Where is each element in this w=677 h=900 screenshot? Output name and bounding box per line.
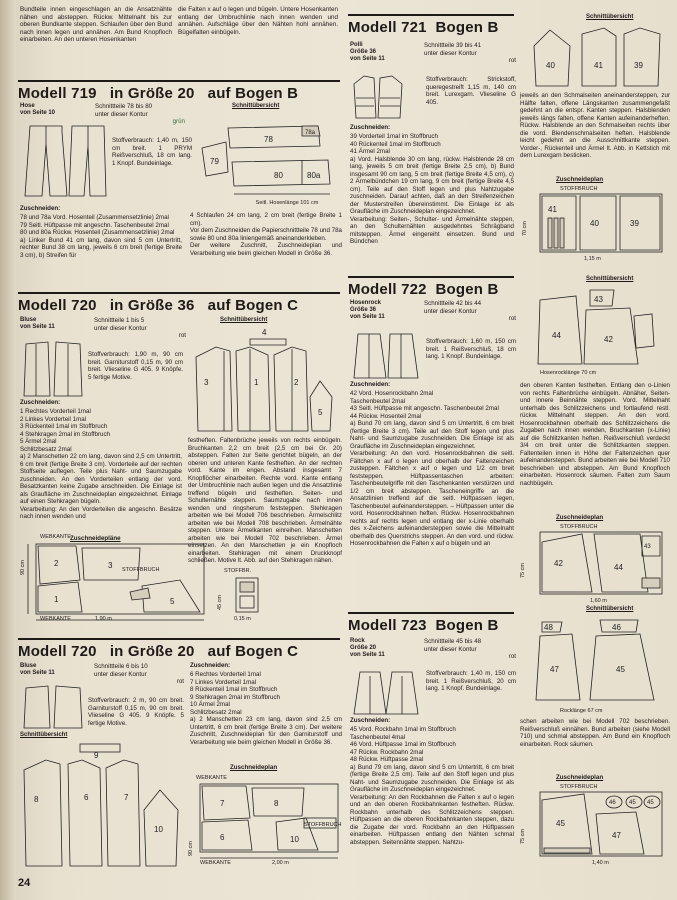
modell-722-plan-title: Zuschneideplan [556, 514, 604, 521]
svg-text:6: 6 [220, 833, 225, 842]
modell-723-dim-w: 1,40 m [592, 860, 609, 866]
svg-text:45: 45 [556, 819, 565, 828]
svg-text:39: 39 [630, 219, 639, 228]
modell-722-culottes-illustration [350, 330, 424, 380]
modell-721-header: Modell 721 Bogen B [348, 14, 514, 36]
svg-text:39: 39 [634, 61, 643, 70]
svg-text:80: 80 [274, 171, 283, 180]
modell-719-hem-length: Seitl. Hosenlänge 101 cm [255, 200, 319, 206]
modell-723-header: Modell 723 Bogen B [348, 612, 514, 634]
modell-720-36-dim-h1: 90 cm [20, 560, 26, 575]
modell-723-processing: schen arbeiten wie bei Modell 702 beschrieben. Reißverschluß einnähen. Bund arbeiten (siehe Modell 710) und schmal absteppen. Am Bund ein Knopfloch einarbeiten. Rock säumen. [520, 718, 670, 748]
modell-720-36-pattern-overview [192, 327, 342, 437]
modell-722-pattern-overview [520, 286, 670, 368]
svg-text:2: 2 [54, 559, 59, 568]
modell-723-pattern-overview [520, 616, 670, 706]
svg-text:10: 10 [154, 825, 163, 834]
svg-text:9: 9 [94, 751, 99, 760]
modell-723-garment: Rock Größe 20 von Seite 11 [350, 638, 385, 658]
svg-text:7: 7 [124, 793, 129, 802]
modell-722-material: Stoffverbrauch: 1,60 m, 150 cm breit. 1 Reißverschluß, 18 cm lang. 1 Knopf. Bundeinlage. [426, 338, 516, 360]
modell-720-36-stoffbr: STOFFBR. [224, 568, 252, 574]
modell-720-36-cutting-plan [20, 540, 220, 622]
modell-722-cutting: Zuschneiden: 42 Vord. Hosenrockbahn 2mal Taschenbeutel 2mal 43 Seitl. Hüftpasse mit angeschn. Taschenbeutel 2mal 44 Rückw. Hosenteil 2mal a) Bund 70 cm lang, davon sind 5 cm Untertritt, 6 cm breit (fertige Breite 3 cm). Teile auf den Stoff legen und plus Naht- und Saumzugabe zuschneiden. Die Einlage ist als Graufläche im Zuschneideplan eingezeichnet. Verarbeitung: An den vord. Hosenrockbahnen die seitl. Fältchen x auf o legen und oberhalb der Faltenzeichen zusteppen. Fältchen x auf o legen und 1/2 cm breit feststeppen. Hüftpassentaschen arbeiten: Taschenbeutelgriffe mit den Taschenkanten verstürzen und 1/2 cm breit absteppen. Tascheneingriffe an die Ansatzlinien treffend auf die seitl. Hüftpassen legen, Taschenbeutel aufeinandersteppen. – Hüftpassen unter die vord. Hosenrockbahnen heften. Rückw. Hosenrockbahnen rechts auf rechts legen und entlang der x-Linie oberhalb des x-Zeichens aufeinandersteppen sowie die Mittelnaht oberhalb des Querstrichs steppen. An den vord. und rückw. Hosenrockbahnen die Falten x auf o bügeln und an [350, 381, 514, 547]
svg-text:41: 41 [548, 205, 557, 214]
modell-720-36-webkante-top: WEBKANTE [40, 534, 71, 540]
modell-721-plan-title: Zuschneideplan [556, 176, 604, 183]
svg-text:45: 45 [629, 800, 636, 806]
svg-text:45: 45 [616, 665, 625, 674]
svg-text:45: 45 [647, 800, 654, 806]
svg-text:41: 41 [594, 61, 603, 70]
svg-text:46: 46 [609, 800, 616, 806]
svg-text:43: 43 [594, 295, 603, 304]
svg-text:8: 8 [34, 795, 39, 804]
modell-722-processing: den oberen Kanten festheften. Entlang den o-Linien von rechts Faltenbrüche einbügeln. Abnäher, Seiten- und innere Beinnähte steppen. Vord. Mittelnaht unterhalb des Schlitzzeichens und fortlaufend restl. rückw. Mittelnaht steppen. An den vord. Hosenrockbahnen oberhalb des Schlitzzeichens die Zugaben nach innen wenden, Bruchkanten (x-Linie) auf die Schlitzkanten heften. Reißverschluß verdeckt 3/4 cm breit unter die Schlitzkanten steppen. Faltenteilen innen in Höhe der Faltenzeichen quer aufeinandersteppen. Bund arbeiten wie bei Modell 710 beschrieben und absteppen. Am Bund Knopfloch einarbeiten. Hosenrock säumen. Falten zum Saum nachbügeln. [520, 382, 670, 487]
svg-text:47: 47 [612, 831, 621, 840]
modell-720-36-material: Stoffverbrauch: 1,90 m, 90 cm breit. Garniturstoff 0,15 m, 90 cm breit. Vlieseline G 405. 9 Knöpfe. 5 fertige Motive. [88, 351, 183, 381]
modell-723-dim-h: 75 cm [520, 829, 526, 844]
page-fold-shadow [0, 0, 16, 900]
modell-723-hem-length: Rocklänge 67 cm [560, 708, 603, 714]
modell-719-overview-label: Schnittübersicht [232, 103, 280, 109]
modell-723-overview-label: Schnittübersicht [586, 606, 634, 612]
modell-719-continued: 4 Schlaufen 24 cm lang, 2 cm breit (fertige Breite 1 cm). Vor dem Zuschneiden die Papierschnittteile 78 und 78a sowie 80 und 80a liniengemäß aneinanderkleben. Der weitere Zuschnitt, Zuschneideplan und Verarbeitung wie beim gleichen Modell in Größe 36. [190, 212, 342, 257]
modell-722-parts-ref: Schnittteile 42 bis 44 unter dieser Kontur rot [424, 300, 516, 322]
modell-720-36-processing: festheften. Faltenbrüche jeweils von rechts einbügeln. Bruchkanten 2,2 cm breit (2,5 cm bei Gr. 20) absteppen. Falten zur Seite gerichtet bügeln, an der oberen und unteren Kante festheften. An der rechten vord. Kante im engen. Abstand insgesamt 7 Knopflöcher einarbeiten. Rechte vord. Kante entlang der Umbruchlinie nach außen legen und die Ansatzlinie treffend bügeln und festheften. Seiten- und Schulternähte steppen. Saumzugabe nach innen wenden und ringsherum feststeppen. Stehkragen arbeiten wie bei Modell 706 beschrieben. Ärmelschlitz arbeiten wie bei Modell 708 beschrieben. Ärmelnähte steppen. Untere Ärmelkanten einreihen. Manschetten arbeiten wie bei Modell 702 beschrieben. Ärmel einsetzen. An den Manschetten je ein Knopfloch einarbeiten. Stehkragen mit einem Druckknopf schließen. Motive lt. Abb. auf den Stehkragen nähen. [188, 437, 342, 564]
modell-720-20-dim-w: 2,00 m [272, 860, 289, 866]
modell-721-parts-ref: Schnittteile 39 bis 41 unter dieser Kontur rot [424, 42, 516, 64]
modell-722-stoffbruch: STOFFBRUCH [560, 524, 598, 530]
trouser-back-icon [69, 126, 106, 196]
modell-719-cutting: Zuschneiden: 78 und 78a Vord. Hosenteil (Zusammensetzlinie) 2mal 79 Seitl. Hüftpasse mit angeschn. Taschenbeutel 2mal 80 und 80a Rückw. Hosenteil (Zusammensetzlinie) 2mal a) Linker Bund 41 cm lang, davon sind 5 cm Untertritt, rechter Bund 38 cm lang, jeweils 6 cm breit (fertige Breite 3 cm), b) Streifen für [20, 205, 182, 259]
svg-text:78a: 78a [305, 130, 316, 136]
svg-text:79: 79 [210, 157, 219, 166]
modell-723-parts-ref: Schnittteile 45 bis 48 unter dieser Kontur rot [424, 638, 516, 660]
svg-text:44: 44 [614, 563, 623, 572]
svg-text:4: 4 [262, 328, 267, 337]
svg-text:1: 1 [254, 378, 259, 387]
svg-text:5: 5 [318, 408, 323, 417]
modell-720-20-blouse-illustration [20, 684, 86, 730]
svg-text:42: 42 [554, 559, 563, 568]
modell-720-36-stoffbruch: STOFFBRUCH [122, 567, 160, 573]
modell-719-parts-ref: Schnittteile 78 bis 80 unter dieser Kontur grün [95, 103, 185, 125]
modell-722-overview-label: Schnittübersicht [586, 276, 634, 282]
svg-text:42: 42 [604, 335, 613, 344]
svg-text:3: 3 [108, 561, 113, 570]
svg-text:43: 43 [644, 544, 651, 550]
modell-720-20-dim-h: 90 cm [188, 841, 194, 856]
modell-720-36-header: Modell 720 in Größe 36 auf Bogen C [18, 292, 340, 314]
modell-719-header: Modell 719 in Größe 20 auf Bogen B [18, 80, 340, 102]
modell-721-dim-w: 1,15 m [584, 256, 601, 262]
continued-text-b: die Falten x auf o legen und bügeln. Untere Hosenkanten entlang der Umbruchlinie nach innen wenden und annähen. Aufschläge über den Nähten hohl annähen. Bügelfalten einbügeln. [178, 6, 338, 36]
modell-720-36-cutting: Zuschneiden: 1 Rechtes Vorderteil 1mal 2 Linkes Vorderteil 1mal 3 Rückenteil 1mal im Stoffbruch 4 Stehkragen 2mal im Stoffbruch 5 Ärmel 2mal Schlitzbesatz 2mal a) 2 Manschetten 22 cm lang, davon sind 2,5 cm Untertritt, 6 cm breit (fertige Breite 3 cm). Vorderteile auf der rechten Stoffseite auflegen. Teile plus Naht- und Saumzugabe zuschneiden. An den Vorderteilen entlang der vord. Besatzkanten keine Zugabe anschneiden. Die Einlage ist als Graufläche im Zuschneideplan eingezeichnet. Einlage auf einen Stehkragen bügeln. Verarbeitung: An den Vorderteilen die angeschn. Besätze nach innen wenden und [20, 399, 182, 520]
modell-720-36-dim-h2: 45 cm [217, 595, 223, 610]
modell-719-trousers-illustration [20, 122, 110, 200]
page-number: 24 [18, 877, 31, 889]
modell-721-overview-label: Schnittübersicht [586, 14, 634, 20]
modell-723-cutting: Zuschneiden: 45 Vord. Rockbahn 1mal im Stoffbruch Taschenbeutel 4mal 46 Vord. Hüftpasse 1mal im Stoffbruch 47 Rückw. Rockbahn 2mal 48 Rückw. Hüftpasse 2mal a) Bund 79 cm lang, davon sind 5 cm Untertritt, 6 cm breit (fertige Breite 2,5 cm). Teile auf den Stoff legen und plus Naht- und Saumzugabe zuschneiden. Die Einlage ist als Graufläche im Zuschneideplan eingezeichnet. Verarbeitung: An den Rockbahnen die Falten x auf o legen und an den oberen Rockbahnkanten festheften. Rückw. Rockbahn unterhalb des Schlitzzeichens steppen. Hüftpassen an die oberen Rockbahnkanten steppen, dazu die Zugabe der vord. Rockbahn an den Hüftpassen einarbeiten. Hüftpassen entlang den Nähten schmal absteppen. Seitennähte steppen. Nahtzu- [350, 717, 514, 846]
modell-720-20-header: Modell 720 in Größe 20 auf Bogen C [18, 638, 340, 660]
modell-722-dim-h: 75 cm [520, 563, 526, 578]
svg-text:5: 5 [170, 597, 175, 606]
modell-722-header: Modell 722 Bogen B [348, 276, 514, 298]
svg-text:40: 40 [590, 219, 599, 228]
continued-text-a: Bundteile innen eingeschlagen an die Ansatznähte nähen und absteppen. Rückw. Mittelnaht bis zur oberen Bundkante steppen. Schlaufen über den Bund nach innen legen und annähen. Am Bund Knopfloch einarbeiten. An den unteren Hosenkanten [20, 6, 172, 44]
svg-text:80a: 80a [307, 171, 321, 180]
svg-text:10: 10 [290, 835, 299, 844]
modell-721-material: Stoffverbrauch: Strickstoff, queregestreift 1,15 m, 140 cm breit. Lurexgarn. Vlieseline G 405. [426, 76, 516, 106]
modell-722-hem-length: Hosenrocklänge 70 cm [540, 370, 597, 376]
svg-text:46: 46 [612, 623, 621, 632]
modell-721-cutting: Zuschneiden: 39 Vorderteil 1mal im Stoffbruch 40 Rückenteil 1mal im Stoffbruch 41 Ärmel 2mal a) Vord. Halsblende 30 cm lang, rückw. Halsblende 28 cm lang, jeweils 5 cm breit (fertige Breite 2,5 cm), b) Bund insgesamt 90 cm lang, 5 cm breit (fertige Breite 4,5 cm), c) 2 Ärmelbündchen 19 cm lang, 9 cm breit (fertige Breite 4,5 cm). Teile auf den Stoff legen und plus Nahtzugabe zuschneiden. Darauf achten, daß an den Streifenzeichen der Musterstreifen übereinstimmt. Die Einlage ist als Graufläche im Zuschneideplan eingezeichnet. Verarbeitung: Seiten-, Schulter- und Ärmelnähte steppen, an den Schulternähten ausgedehntes Schrägband mitsteppen. Ärmel eingereiht einsetzen. Bund und Bündchen [350, 124, 514, 245]
modell-723-plan-title: Zuschneideplan [556, 774, 604, 781]
modell-720-36-webkante-bottom: WEBKANTE [40, 616, 71, 622]
modell-720-20-overview-label: Schnittübersicht [20, 732, 68, 738]
modell-720-20-webkante-top: WEBKANTE [196, 775, 227, 781]
modell-720-20-cutting: Zuschneiden: 6 Rechtes Vorderteil 1mal 7 Linkes Vorderteil 1mal 8 Rückenteil 1mal im Stoffbruch 9 Stehkragen 2mal im Stoffbruch 10 Ärmel 2mal Schlitzbesatz 2mal a) 2 Manschetten 23 cm lang, davon sind 2,5 cm Untertritt, 6 cm breit (fertige Breite 3 cm). Der weitere Zuschnitt, Zuschneideplan für den Garniturstoff und Verarbeitung wie beim gleichen Modell in Größe 36. [190, 662, 342, 746]
modell-720-36-overview-label: Schnittübersicht [220, 317, 268, 323]
modell-720-36-dim-w1: 1,90 m [95, 616, 112, 622]
modell-719-garment: Hose von Seite 10 [20, 103, 56, 116]
svg-text:48: 48 [544, 623, 553, 632]
modell-720-20-stoffbruch: STOFFBRUCH [304, 822, 342, 828]
svg-text:47: 47 [550, 665, 559, 674]
svg-text:78: 78 [264, 135, 273, 144]
modell-721-stoffbruch: STOFFBRUCH [560, 186, 598, 192]
svg-text:7: 7 [220, 799, 225, 808]
modell-720-36-garment: Bluse von Seite 11 [20, 317, 55, 330]
modell-721-garment: Polli Größe 36 von Seite 11 [350, 42, 385, 62]
modell-720-36-parts-ref: Schnittteile 1 bis 5 unter dieser Kontur rot [94, 317, 186, 339]
modell-723-material: Stoffverbrauch: 1,40 m, 150 cm breit. 1 Reißverschluß, 20 cm lang. 1 Knopf. Bundeinlage. [426, 670, 516, 692]
svg-text:8: 8 [274, 799, 279, 808]
modell-719-pattern-overview [198, 112, 342, 204]
modell-722-dim-w: 1,60 m [590, 598, 607, 604]
modell-721-pattern-overview [520, 24, 670, 90]
modell-723-stoffbruch: STOFFBRUCH [560, 784, 598, 790]
modell-720-20-garment: Bluse von Seite 11 [20, 663, 55, 676]
modell-720-20-webkante-bottom: WEBKANTE [200, 860, 231, 866]
modell-720-20-parts-ref: Schnittteile 6 bis 10 unter dieser Kontur rot [94, 663, 184, 685]
modell-720-36-trim-plan [226, 576, 266, 616]
modell-722-garment: Hosenrock Größe 36 von Seite 11 [350, 300, 385, 320]
modell-720-36-dim-w2: 0,15 m [234, 616, 251, 622]
modell-719-material: Stoffverbrauch: 1,40 m, 150 cm breit. 1 PRYM Reißverschluß, 18 cm lang. 1 Knopf. Bundeinlage. [112, 137, 192, 167]
svg-text:2: 2 [294, 378, 299, 387]
svg-text:40: 40 [546, 61, 555, 70]
modell-723-cutting-plan [520, 790, 670, 860]
modell-721-sweater-illustration [350, 72, 424, 120]
svg-text:1: 1 [54, 595, 59, 604]
svg-text:3: 3 [204, 378, 209, 387]
svg-text:6: 6 [84, 793, 89, 802]
modell-720-20-plan-title: Zuschneideplan [230, 764, 278, 771]
modell-722-cutting-plan [520, 530, 670, 598]
modell-720-36-blouse-illustration [20, 340, 86, 398]
modell-721-dim-h: 70 cm [522, 221, 528, 236]
svg-text:44: 44 [552, 331, 561, 340]
modell-721-processing: jeweils an den Schmalseiten aneinandersteppen, zur Hälfte falten, offene Längskanten zusammengefaßt gedehnt an die entspr. Kanten steppen. Halsblenden jeweils längs falten, offene Kanten aufeinanderheften. Rückw. Halsblende an den Schmalseiten rechts über die vord. Blendenschmalseiten heften. Halsblende leicht gedehnt an die Ausschnittkante steppen. Vorder-, Rückenteil und Ärmel lt. Abb. in Kettstich mit dem Lurexgarn besticken. [520, 92, 670, 159]
modell-720-20-material: Stoffverbrauch: 2 m, 90 cm breit. Garniturstoff 0,15 m, 90 cm breit. Vlieseline G 405. 9 Knöpfe. 5 fertige Motive. [88, 697, 184, 727]
modell-721-cutting-plan [520, 192, 670, 258]
modell-720-20-pattern-overview [20, 740, 190, 870]
modell-723-skirt-illustration [350, 668, 424, 716]
modell-720-36-plan-title: Zuschneidepläne [70, 535, 121, 542]
